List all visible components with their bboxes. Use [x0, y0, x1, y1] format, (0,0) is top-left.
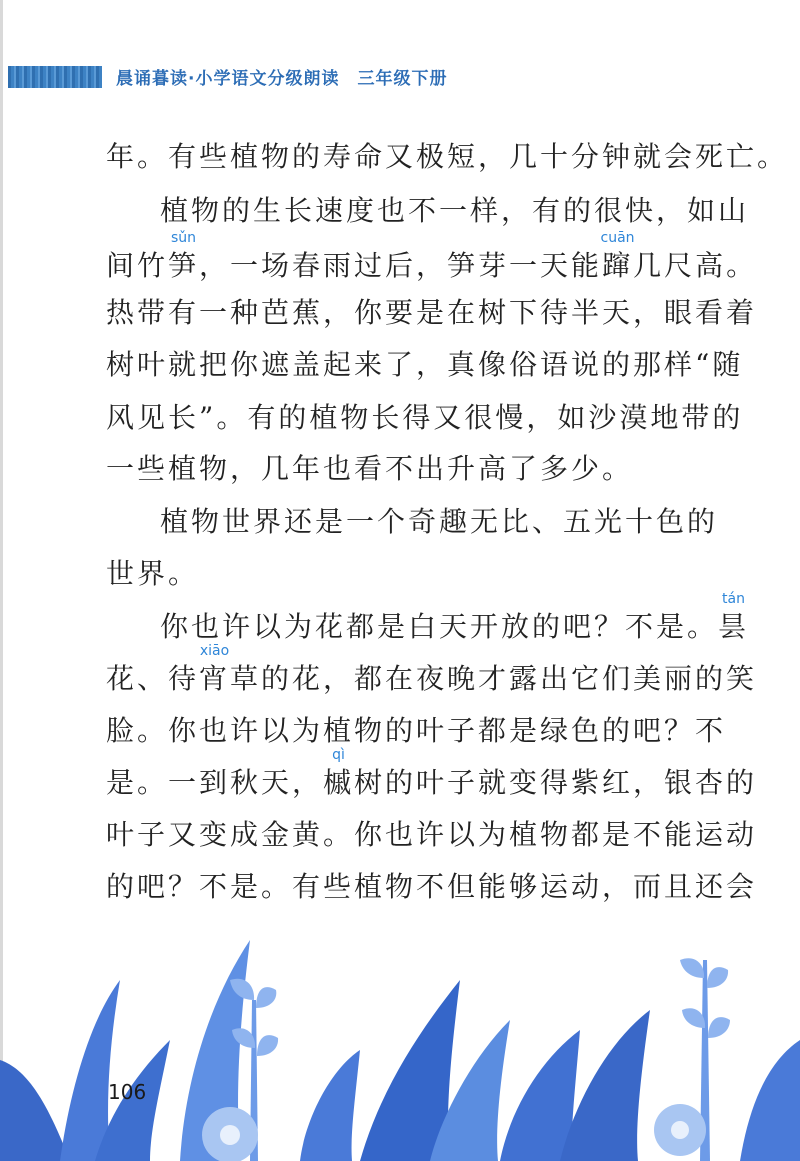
annotated-char: 蹿: [602, 249, 634, 282]
text-segment: 花、待: [106, 662, 200, 695]
text-line-2: 植物的生长速度也不一样，有的很快，如山: [160, 194, 750, 227]
text-segment: 草的花，都在夜晚才露出它们美丽的笑: [230, 662, 758, 695]
text-line-10: [160, 591, 750, 644]
text-line-9: 世界。: [106, 557, 200, 590]
text-segment: 你也许以为花都是白天开放的吧？不是。: [160, 610, 719, 643]
text-line-4: 热带有一种芭蕉，你要是在树下待半天，眼看着: [106, 296, 758, 329]
text-segment: 间竹: [106, 249, 169, 282]
pinyin-annotation: xiāo: [199, 643, 230, 659]
header-decoration-band: [8, 66, 102, 88]
text-segment: 树的叶子就变得紫红，银杏的: [354, 766, 758, 799]
annotated-char: 笋: [168, 249, 200, 282]
annotated-char: 槭: [323, 766, 355, 799]
text-line-7: 一些植物，几年也看不出升高了多少。: [106, 452, 634, 485]
text-line-11: [106, 643, 758, 696]
annotated-char-sun: [168, 230, 200, 283]
text-line-14: 叶子又变成金黄。你也许以为植物都是不能运动: [106, 818, 758, 851]
annotated-char-cuan: [600, 230, 635, 283]
text-line-3: [106, 230, 758, 283]
text-segment: ，一场春雨过后，笋芽一天能: [199, 249, 603, 282]
pinyin-annotation: cuān: [600, 230, 635, 246]
annotated-char-xiao: [199, 643, 231, 696]
text-line-8: 植物世界还是一个奇趣无比、五光十色的: [160, 505, 719, 538]
annotated-char: 昙: [718, 610, 750, 643]
text-line-1: 年。有些植物的寿命又极短，几十分钟就会死亡。: [106, 140, 789, 173]
pinyin-annotation: tán: [722, 591, 745, 607]
annotated-char-tan: [718, 591, 750, 644]
text-segment: 是。一到秋天，: [106, 766, 324, 799]
book-title-header: 晨诵暮读·小学语文分级朗读 三年级下册: [116, 69, 448, 89]
page-number: 106: [108, 1080, 147, 1104]
text-segment: 几尺高。: [633, 249, 758, 282]
text-line-12: 脸。你也许以为植物的叶子都是绿色的吧？不: [106, 714, 727, 747]
pinyin-annotation: qì: [332, 747, 345, 763]
text-line-6: 风见长”。有的植物长得又很慢，如沙漠地带的: [106, 401, 744, 434]
annotated-char-qi: [323, 747, 355, 800]
text-line-15: 的吧？不是。有些植物不但能够运动，而且还会: [106, 870, 758, 903]
text-line-5: 树叶就把你遮盖起来了，真像俗语说的那样“随: [106, 348, 744, 381]
text-line-13: [106, 747, 758, 800]
annotated-char: 宵: [199, 662, 231, 695]
pinyin-annotation: sǔn: [170, 230, 197, 246]
plant-decoration-illustration: [0, 920, 800, 1161]
